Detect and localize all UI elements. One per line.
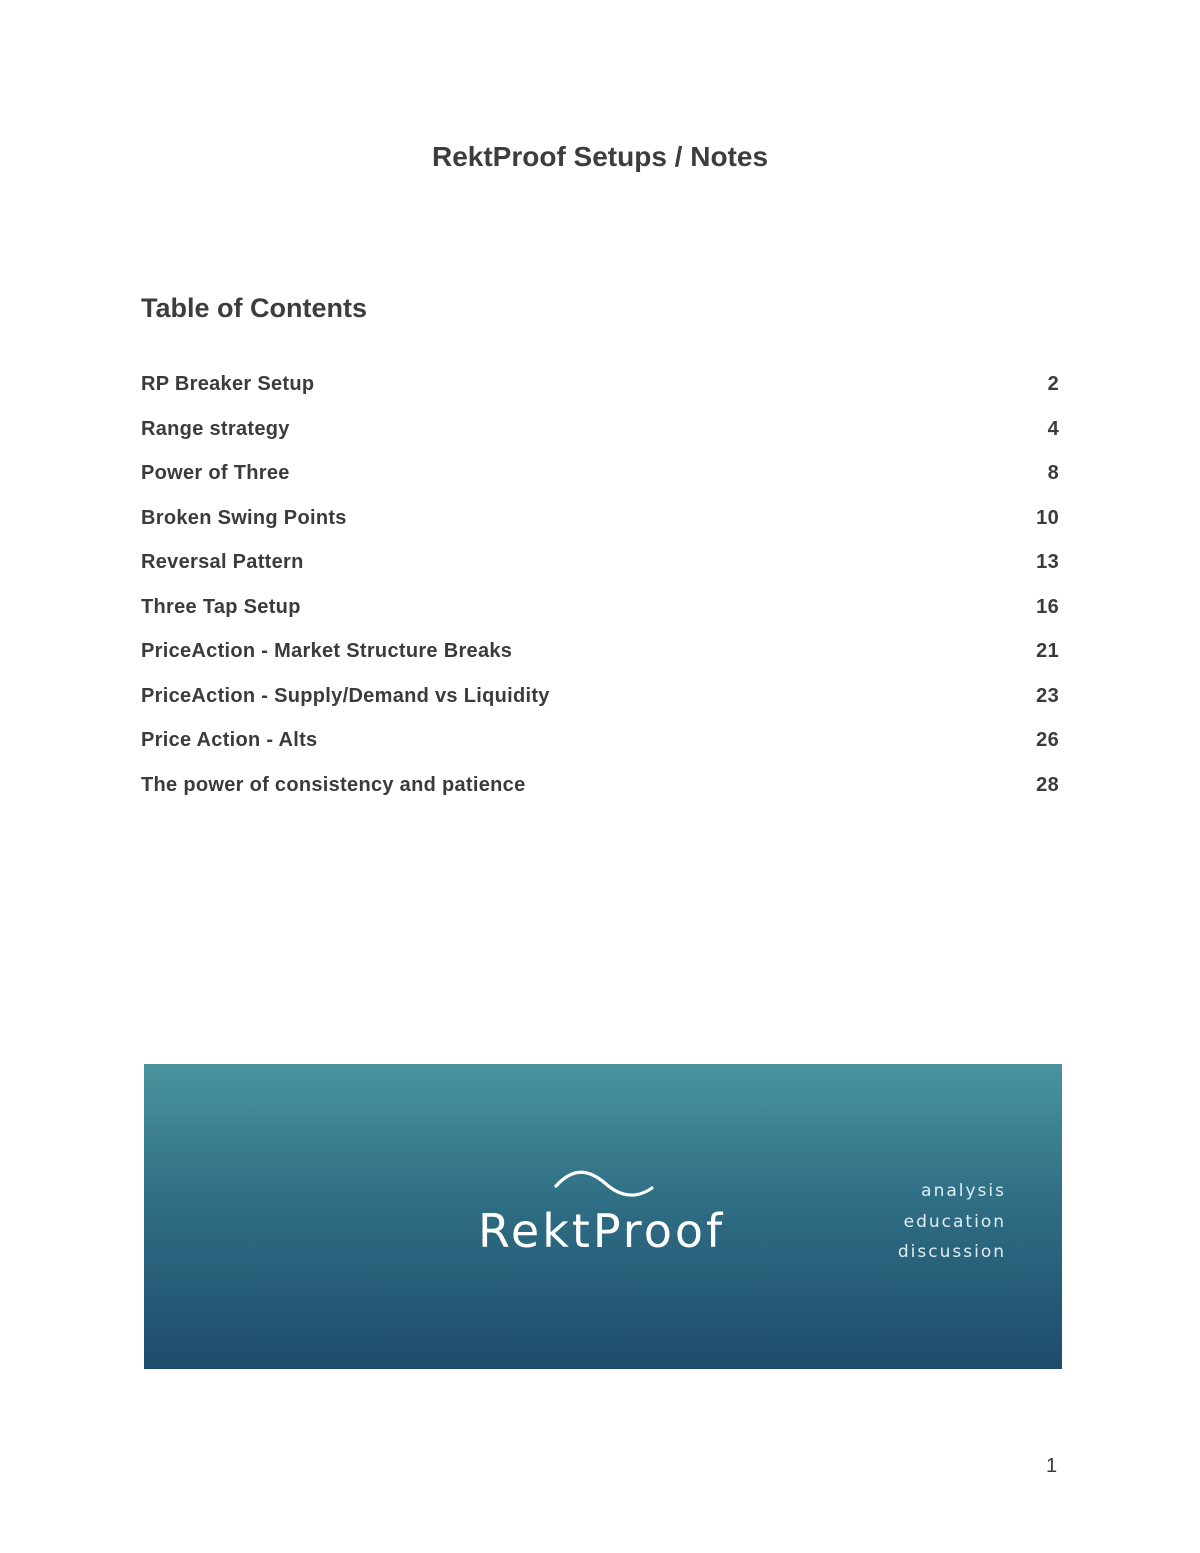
toc-entry-title: Price Action - Alts: [141, 729, 318, 751]
toc-entry-page: 8: [1047, 462, 1059, 484]
toc-entry-title: The power of consistency and patience: [141, 773, 526, 796]
tagline-line: discussion: [897, 1242, 1006, 1262]
toc-entry[interactable]: [141, 596, 1059, 641]
toc-entry[interactable]: [141, 507, 1059, 552]
toc-entry-page: 13: [1036, 551, 1059, 573]
toc-entry[interactable]: [141, 418, 1059, 463]
toc-entry[interactable]: [141, 640, 1059, 685]
table-of-contents: [141, 373, 1059, 818]
page-number: 1: [1046, 1455, 1058, 1477]
brand-logo-text: RektProof: [478, 1204, 726, 1258]
tagline-line: analysis: [921, 1181, 1006, 1201]
toc-entry-title: Reversal Pattern: [141, 551, 304, 573]
toc-entry[interactable]: [141, 774, 1059, 819]
toc-entry-page: 26: [1036, 729, 1059, 751]
toc-entry-page: 16: [1036, 595, 1059, 618]
toc-entry-title: PriceAction - Market Structure Breaks: [141, 640, 513, 662]
toc-entry-page: 21: [1036, 640, 1059, 662]
toc-entry-title: Power of Three: [141, 462, 290, 484]
toc-entry-title: Range strategy: [141, 417, 290, 440]
toc-entry[interactable]: [141, 462, 1059, 507]
toc-entry-title: Broken Swing Points: [141, 506, 347, 529]
toc-entry-page: 28: [1036, 773, 1059, 796]
toc-entry-title: RP Breaker Setup: [141, 373, 315, 395]
tagline-line: education: [903, 1211, 1006, 1232]
wave-icon: [552, 1168, 656, 1204]
toc-entry[interactable]: [141, 373, 1059, 418]
toc-entry-page: 2: [1047, 373, 1059, 395]
toc-entry[interactable]: [141, 685, 1059, 730]
toc-entry-page: 23: [1036, 684, 1059, 707]
toc-entry-page: 10: [1036, 506, 1059, 529]
toc-heading: Table of Contents: [141, 293, 367, 323]
brand-tagline: [898, 1176, 1006, 1268]
toc-entry-title: PriceAction - Supply/Demand vs Liquidity: [141, 684, 550, 707]
toc-entry[interactable]: [141, 729, 1059, 774]
toc-entry-title: Three Tap Setup: [141, 595, 301, 618]
document-title: RektProof Setups / Notes: [431, 141, 769, 172]
toc-entry-page: 4: [1047, 417, 1059, 440]
toc-entry[interactable]: [141, 551, 1059, 596]
